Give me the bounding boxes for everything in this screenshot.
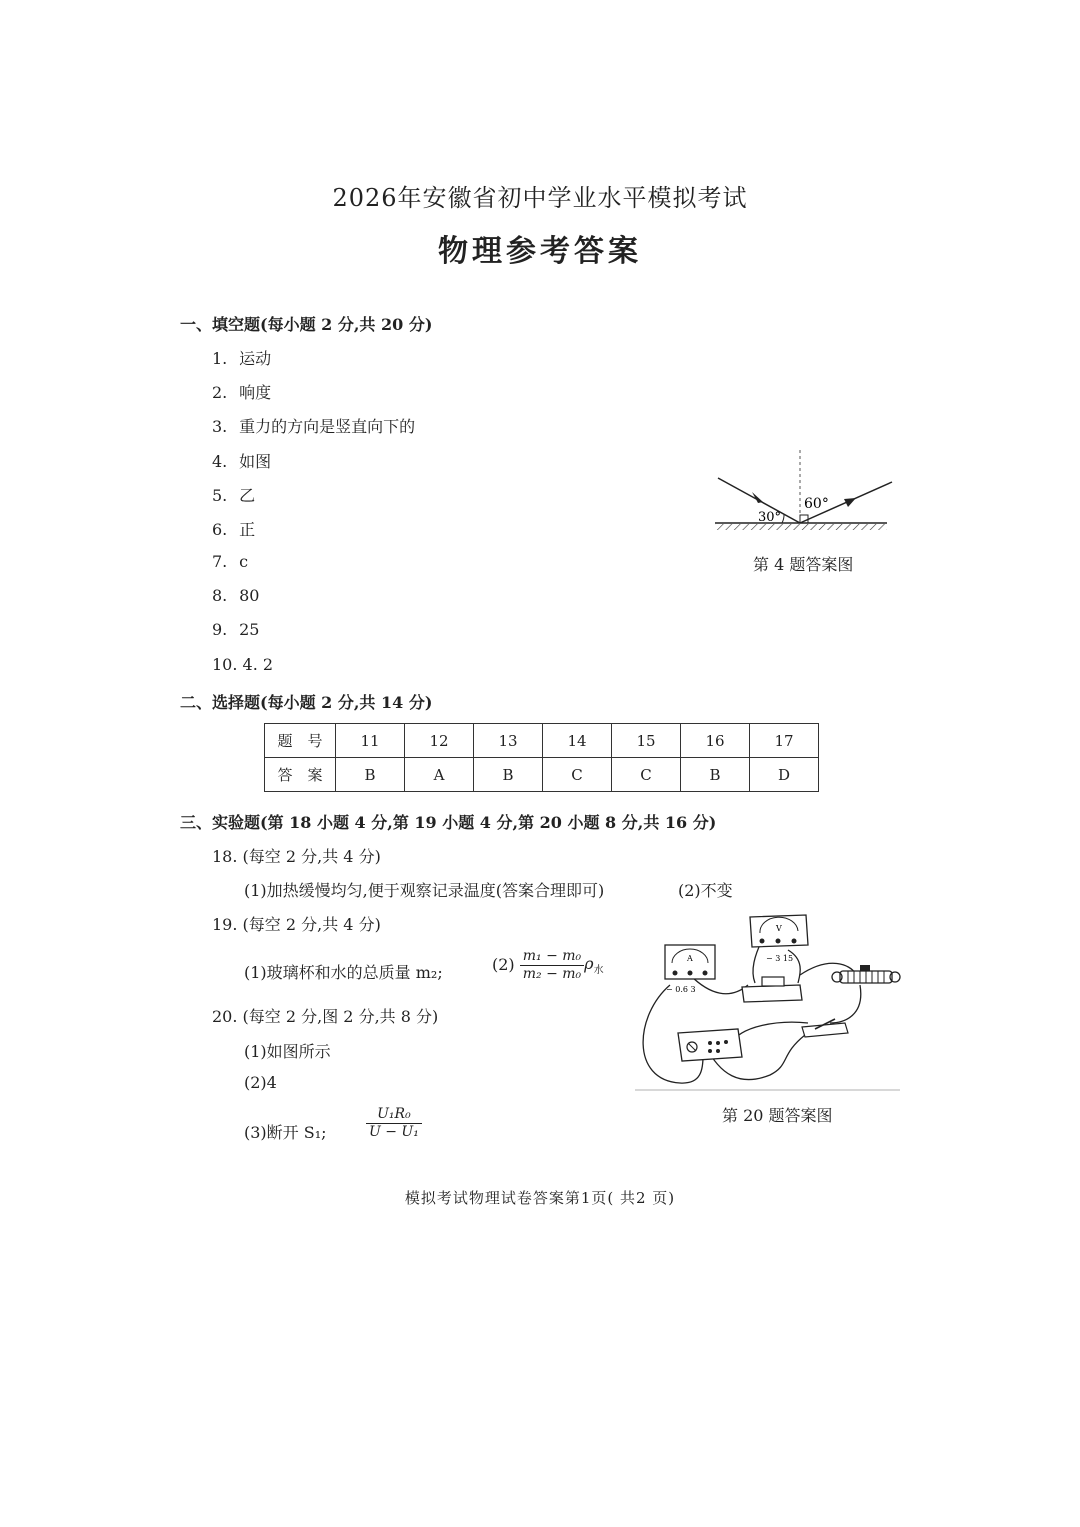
question-19-part2 — [492, 948, 604, 983]
list-item — [212, 620, 259, 639]
item-number: 8. — [212, 586, 228, 605]
circuit-diagram — [630, 905, 905, 1095]
answer-table — [264, 723, 819, 792]
item-answer: 25 — [239, 620, 260, 639]
item-number: 1. — [212, 349, 228, 368]
item-answer: 重力的方向是竖直向下的 — [239, 417, 416, 436]
formula-numerator: m₁ − m₀ — [520, 948, 584, 966]
rho-subscript: 水 — [593, 965, 604, 977]
question-20-part1: (1)如图所示 — [244, 1042, 331, 1061]
voltmeter-icon — [750, 915, 808, 963]
ammeter-icon — [665, 945, 715, 994]
formula-fraction — [366, 1106, 422, 1141]
item-answer: 80 — [239, 586, 260, 605]
section-heading-experiment: 三、实验题(第 18 小题 4 分,第 19 小题 4 分,第 20 小题 8 分,共 16 分) — [180, 813, 717, 832]
rho-symbol — [584, 954, 604, 977]
item-number: 7. — [212, 552, 228, 571]
wire — [830, 985, 861, 1023]
density-formula — [520, 948, 584, 983]
figure-caption: 第 20 题答案图 — [722, 1106, 833, 1125]
wire — [730, 1022, 808, 1045]
ammeter-label: A — [687, 954, 693, 963]
table-row-header: 答 案 — [265, 758, 336, 792]
voltmeter-scale: − 3 15 — [766, 954, 794, 963]
list-item — [212, 655, 273, 674]
section-heading-choice: 二、选择题(每小题 2 分,共 14 分) — [180, 693, 433, 712]
exam-title: 2026年安徽省初中学业水平模拟考试 — [332, 184, 748, 212]
table-cell: B — [336, 758, 405, 792]
question-19-part1: (1)玻璃杯和水的总质量 m₂; — [244, 963, 443, 982]
table-cell: 17 — [750, 724, 819, 758]
power-supply-icon — [678, 1029, 742, 1061]
list-item — [212, 380, 271, 403]
table-cell: 14 — [543, 724, 612, 758]
table-cell: C — [612, 758, 681, 792]
table-cell: 12 — [405, 724, 474, 758]
rheostat-icon — [832, 965, 900, 983]
item-answer: 正 — [239, 520, 256, 539]
figure-caption: 第 4 题答案图 — [753, 555, 854, 574]
table-row — [265, 724, 819, 758]
part-prefix: (2) — [492, 954, 515, 974]
item-answer: 乙 — [239, 486, 256, 505]
table-row-header: 题 号 — [265, 724, 336, 758]
item-number: 5. — [212, 486, 228, 505]
question-19-label: 19. (每空 2 分,共 4 分) — [212, 915, 381, 934]
angle-label-30: 30° — [758, 510, 782, 525]
question-18-label: 18. (每空 2 分,共 4 分) — [212, 847, 381, 866]
item-number: 2. — [212, 383, 228, 402]
rho-letter: ρ — [584, 954, 594, 974]
table-cell: 11 — [336, 724, 405, 758]
voltmeter-label: V — [776, 924, 782, 933]
section-heading-fill-in: 一、填空题(每小题 2 分,共 20 分) — [180, 315, 433, 334]
table-cell: 15 — [612, 724, 681, 758]
list-item — [212, 517, 255, 540]
item-answer: c — [239, 552, 249, 571]
list-item — [212, 586, 259, 605]
question-18-part2: (2)不变 — [678, 881, 733, 900]
table-cell: A — [405, 758, 474, 792]
item-number: 10. — [212, 655, 238, 674]
list-item — [212, 414, 415, 437]
question-18-part1: (1)加热缓慢均匀,便于观察记录温度(答案合理即可) — [244, 881, 605, 900]
table-cell: B — [474, 758, 543, 792]
item-answer: 运动 — [239, 349, 272, 368]
reflection-diagram — [700, 445, 900, 545]
table-cell: C — [543, 758, 612, 792]
item-answer: 4. 2 — [242, 655, 274, 674]
list-item — [212, 346, 271, 369]
list-item — [212, 483, 255, 506]
list-item — [212, 449, 271, 472]
item-answer: 响度 — [239, 383, 272, 402]
item-number: 4. — [212, 452, 228, 471]
ammeter-scale: − 0.6 3 — [666, 985, 696, 994]
formula-denominator: U − U₁ — [369, 1123, 419, 1140]
table-row — [265, 758, 819, 792]
resistor-icon — [742, 977, 802, 1002]
question-20-part2: (2)4 — [244, 1073, 277, 1092]
table-cell: B — [681, 758, 750, 792]
formula-numerator: U₁R₀ — [366, 1106, 422, 1124]
angle-arc — [782, 514, 784, 523]
question-20-label: 20. (每空 2 分,图 2 分,共 8 分) — [212, 1007, 439, 1026]
item-number: 6. — [212, 520, 228, 539]
page-footer: 模拟考试物理试卷答案第1页( 共2 页) — [404, 1189, 676, 1207]
question-20-part3: (3)断开 S₁; — [244, 1123, 327, 1142]
list-item — [212, 552, 248, 571]
resistance-formula — [366, 1106, 422, 1141]
table-cell: 13 — [474, 724, 543, 758]
formula-denominator: m₂ − m₀ — [522, 965, 582, 982]
mirror-hatching — [715, 524, 887, 530]
document-title: 物理参考答案 — [438, 234, 642, 269]
table-cell: D — [750, 758, 819, 792]
item-answer: 如图 — [239, 452, 272, 471]
table-cell: 16 — [681, 724, 750, 758]
angle-label-60: 60° — [804, 496, 829, 512]
item-number: 9. — [212, 620, 228, 639]
item-number: 3. — [212, 417, 228, 436]
reflected-arrow-icon — [844, 498, 856, 507]
